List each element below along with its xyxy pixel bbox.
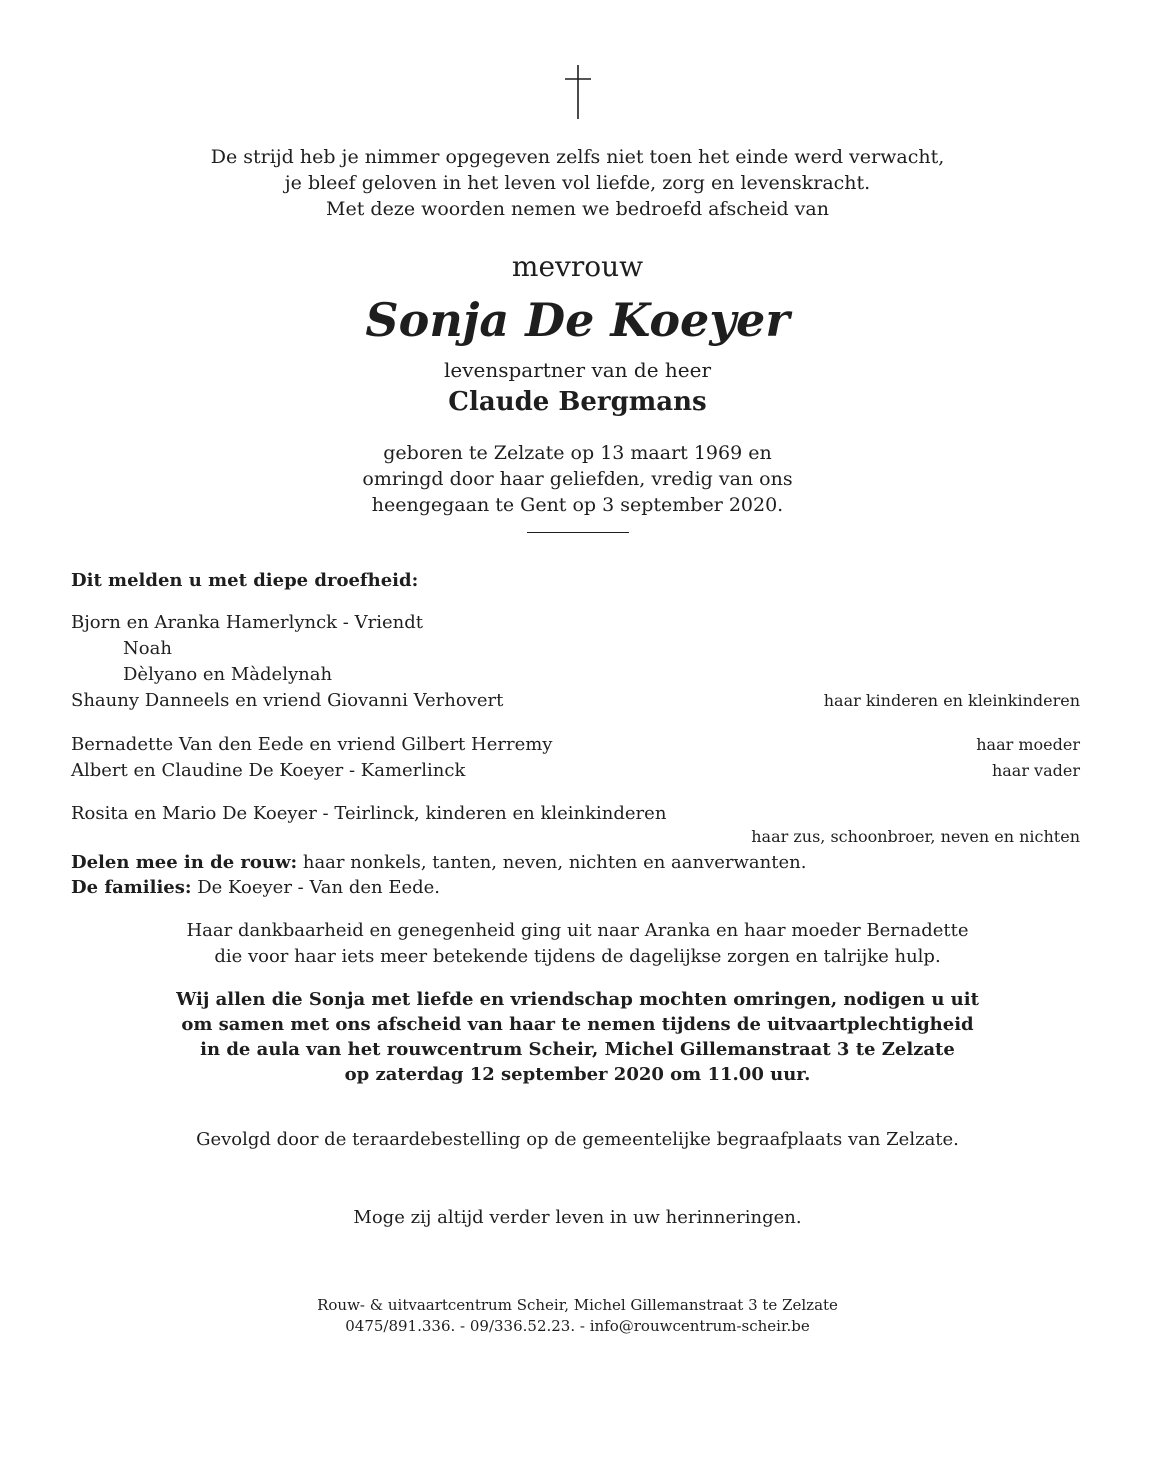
families-text: De Koeyer - Van den Eede. [191,877,441,898]
partner-name: Claude Bergmans [448,387,707,417]
life-line-1: geboren te Zelzate op 13 maart 1969 en [383,442,772,464]
family-line: Bernadette Van den Eede en vriend Gilbert Herremy [71,734,553,755]
verse-line-2: je bleef geloven in het leven vol liefde, zorg en levenskracht. [284,172,871,194]
share-text: haar nonkels, tanten, neven, nichten en aanverwanten. [297,852,807,873]
families-line [71,875,440,900]
invitation-line-1: Wij allen die Sonja met liefde en vriendschap mochten omringen, nodigen u uit [176,989,979,1010]
invitation-line-3: in de aula van het rouwcentrum Scheir, Michel Gillemanstraat 3 te Zelzate [200,1039,955,1060]
verse-line-3: Met deze woorden nemen we bedroefd afscheid van [326,198,829,220]
family-line: Rosita en Mario De Koeyer - Teirlinck, kinderen en kleinkinderen [71,803,667,824]
announce-heading: Dit melden u met diepe droefheid: [71,570,419,591]
share-label: Delen mee in de rouw: [71,852,298,873]
family-line: Bjorn en Aranka Hamerlynck - Vriendt [71,612,423,633]
invitation-line-4: op zaterdag 12 september 2020 om 11.00 uur. [344,1064,811,1085]
family-line: Albert en Claudine De Koeyer - Kamerlinck [71,760,466,781]
families-label: De families: [71,877,192,898]
relation-text: levenspartner van de heer [443,358,712,382]
family-role: haar moeder [976,735,1080,754]
share-line [71,850,806,875]
gratitude-line-2: die voor haar iets meer betekende tijdens de dagelijkse zorgen en talrijke hulp. [214,946,941,967]
footer-line-1: Rouw- & uitvaartcentrum Scheir, Michel Gillemanstraat 3 te Zelzate [317,1296,838,1314]
deceased-name: Sonja De Koeyer [365,293,790,347]
family-line: Shauny Danneels en vriend Giovanni Verhovert [71,690,504,711]
life-line-2: omringd door haar geliefden, vredig van ons [362,468,793,490]
closing-text: Moge zij altijd verder leven in uw herinneringen. [353,1207,802,1228]
verse-line-1: De strijd heb je nimmer opgegeven zelfs niet toen het einde werd verwacht, [210,146,945,168]
burial-text: Gevolgd door de teraardebestelling op de gemeentelijke begraafplaats van Zelzate. [196,1129,959,1150]
footer-line-2: 0475/891.336. - 09/336.52.23. - info@rouwcentrum-scheir.be [345,1317,810,1335]
gratitude-line-1: Haar dankbaarheid en genegenheid ging uit naar Aranka en haar moeder Bernadette [186,920,969,941]
family-role: haar zus, schoonbroer, neven en nichten [751,827,1080,846]
salutation: mevrouw [511,250,644,283]
life-line-3: heengegaan te Gent op 3 september 2020. [371,494,784,516]
family-line: Dèlyano en Màdelynah [123,664,333,685]
latin-cross-icon [559,64,599,120]
family-role: haar kinderen en kleinkinderen [823,691,1080,710]
invitation-line-2: om samen met ons afscheid van haar te nemen tijdens de uitvaartplechtigheid [181,1014,974,1035]
family-line: Noah [123,638,172,659]
divider-rule [527,532,629,533]
family-role: haar vader [991,761,1080,780]
